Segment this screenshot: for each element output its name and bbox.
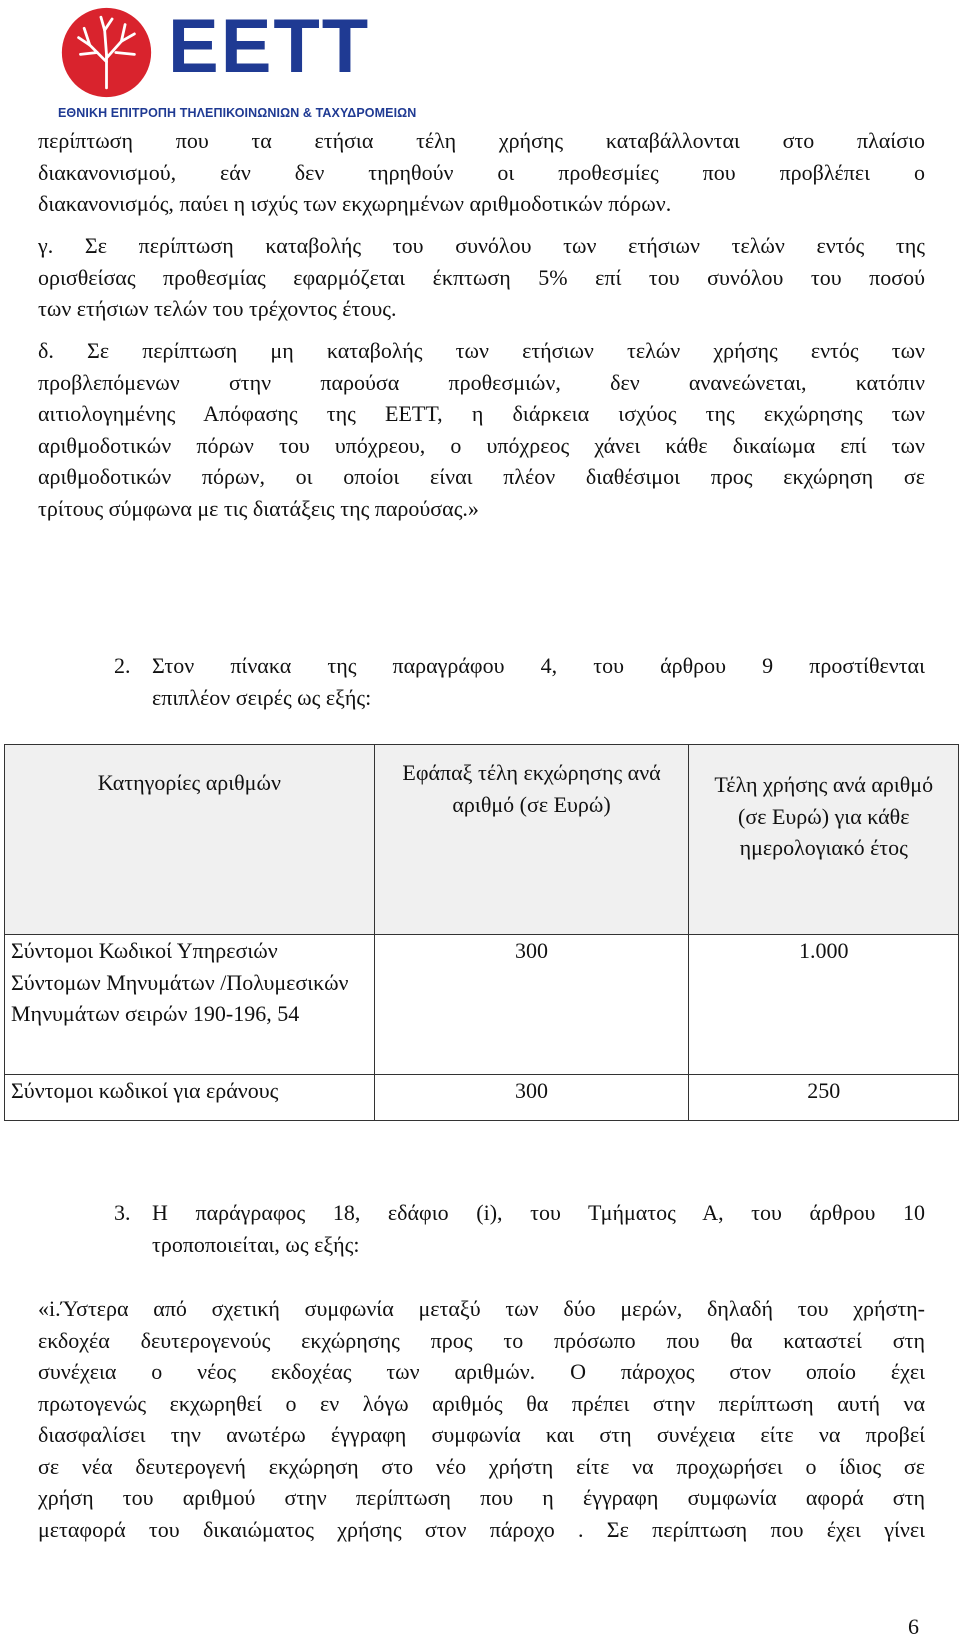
text-line: γ. Σε περίπτωση καταβολής του συνόλου των ετήσιων τελών εντός της (38, 233, 925, 258)
item-2 (114, 650, 925, 713)
text-line: δ. Σε περίπτωση μη καταβολής των ετήσιων τελών χρήσης εντός των (38, 338, 925, 363)
item-number: 3. (114, 1200, 131, 1225)
text-line: χρήση του αριθμού στην περίπτωση που η έγγραφη συμφωνία αφορά στη (38, 1485, 925, 1510)
text-line: αριθμοδοτικών πόρων του υπόχρεου, ο υπόχρεος χάνει κάθε δικαίωμα επί των (38, 432, 925, 458)
text-line: πρωτογενώς εκχωρηθεί ο εν λόγω αριθμός θα πρέπει στην περίπτωση αυτή να (38, 1390, 925, 1416)
table-cell: 300 (374, 1075, 689, 1121)
text-line: διακανονισμός, παύει η ισχύς των εκχωρημένων αριθμοδοτικών πόρων. (38, 191, 672, 216)
table-row (5, 1075, 959, 1121)
header (58, 2, 417, 122)
text-line: συνέχεια ο νέος εκδοχέας των αριθμών. Ο πάροχος στον οποίο έχει (38, 1359, 925, 1384)
paragraph-i (38, 1293, 925, 1545)
text-line: «i.Ύστερα από σχετική συμφωνία μεταξύ των δύο μερών, δηλαδή του χρήστη- (38, 1296, 925, 1321)
paragraph-b (38, 125, 925, 220)
table-cell: 300 (374, 935, 689, 1075)
text-line: επιπλέον σειρές ως εξής: (152, 684, 372, 710)
paragraph-c (38, 230, 925, 325)
table-cell: Σύντομοι κωδικοί για εράνους (5, 1075, 375, 1121)
text-line: Στον πίνακα της παραγράφου 4, του άρθρου 9 προστίθενται (152, 653, 925, 678)
eett-tree-logo-icon (60, 6, 153, 99)
text-line: προβλεπόμενων στην παρούσα προθεσμιών, δεν ανανεώνεται, κατόπιν (38, 369, 925, 395)
text-line: διασφαλίσει την ανωτέρω έγγραφη συμφωνία και στη συνέχεια είτε να προβεί (38, 1422, 925, 1447)
text-line: περίπτωση που τα ετήσια τέλη χρήσης καταβάλλονται στο πλαίσιο (38, 128, 925, 153)
fees-table (4, 744, 959, 1121)
table-cell: 250 (689, 1075, 959, 1121)
column-header: Κατηγορίες αριθμών (5, 745, 375, 935)
text-line: διακανονισμού, εάν δεν τηρηθούν οι προθεσμίες που προβλέπει ο (38, 159, 925, 185)
text-line: αιτιολογημένης Απόφασης της ΕΕΤΤ, η διάρκεια ισχύος της εκχώρησης των (38, 401, 925, 426)
item-3 (114, 1197, 925, 1260)
organization-name: ΕΘΝΙΚΗ ΕΠΙΤΡΟΠΗ ΤΗΛΕΠΙΚΟΙΝΩΝΙΩΝ & ΤΑΧΥΔΡΟΜΕΙΩΝ (58, 106, 417, 120)
text-line: τροποποιείται, ως εξής: (152, 1231, 360, 1257)
page-number: 6 (908, 1614, 919, 1639)
column-header: Εφάπαξ τέλη εκχώρησης ανά αριθμό (σε Ευρώ) (374, 745, 689, 935)
text-line: σε νέα δευτερογενή εκχώρηση στο νέο χρήστη είτε να προχωρήσει ο ίδιος σε (38, 1453, 925, 1479)
table-cell: 1.000 (689, 935, 959, 1075)
table-header-row (5, 745, 959, 935)
table-row (5, 935, 959, 1075)
column-header: Τέλη χρήσης ανά αριθμό (σε Ευρώ) για κάθε ημερολογιακό έτος (689, 745, 959, 935)
table-cell: Σύντομοι Κωδικοί Υπηρεσιών Σύντομων Μηνυμάτων /Πολυμεσικών Μηνυμάτων σειρών 190-196, 54 (5, 935, 375, 1075)
item-number: 2. (114, 653, 131, 678)
text-line: εκδοχέα δευτερογενούς εκχώρησης προς το πρόσωπο που θα καταστεί στη (38, 1327, 925, 1353)
text-line: τρίτους σύμφωνα με τις διατάξεις της παρούσας.» (38, 495, 479, 521)
logo-text: ΕΕΤΤ (168, 10, 371, 80)
text-line: αριθμοδοτικών πόρων, οι οποίοι είναι πλέον διαθέσιμοι προς εκχώρηση σε (38, 464, 925, 489)
text-line: των ετήσιων τελών του τρέχοντος έτους. (38, 296, 397, 321)
text-line: μεταφορά του δικαιώματος χρήσης στον πάροχο . Σε περίπτωση που έχει γίνει (38, 1516, 925, 1542)
text-line: ορισθείσας προθεσμίας εφαρμόζεται έκπτωση 5% επί του συνόλου του ποσού (38, 264, 925, 290)
paragraph-d (38, 335, 925, 524)
eett-wordmark-icon (168, 10, 428, 80)
text-line: Η παράγραφος 18, εδάφιο (i), του Τμήματος Α, του άρθρου 10 (152, 1200, 925, 1225)
